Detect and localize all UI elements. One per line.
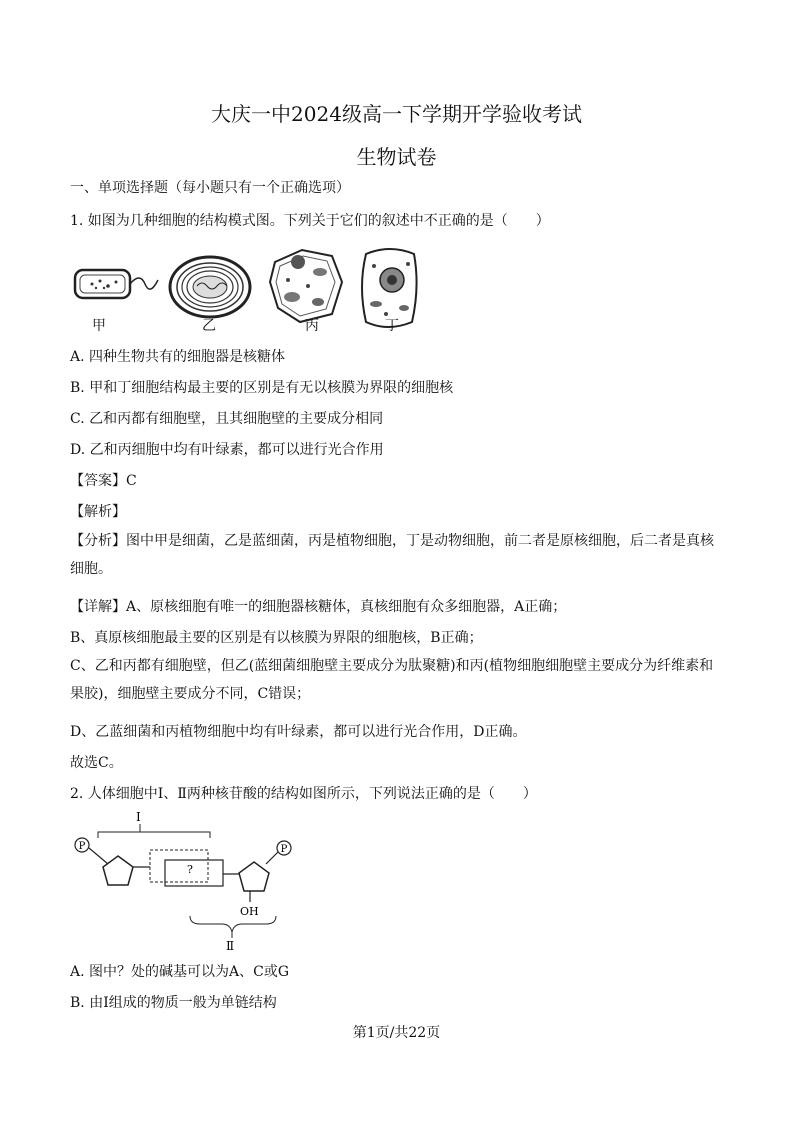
q1-option-d: D. 乙和丙细胞中均有叶绿素，都可以进行光合作用	[70, 442, 384, 458]
q1-fenxi	[70, 527, 725, 583]
phosphate-right-label: P	[280, 844, 288, 855]
q2-figure	[70, 812, 310, 952]
q1-stem: 1. 如图为几种细胞的结构模式图。下列关于它们的叙述中不正确的是（ ）	[70, 213, 550, 229]
pentose-right	[239, 862, 269, 891]
cyanobacterium-drawing	[170, 257, 250, 317]
label-yi: 乙	[202, 318, 216, 334]
exam-subject: 生物试卷	[356, 145, 437, 169]
q1-detail-c: C、乙和丙都有细胞壁，但乙(蓝细菌细胞壁主要成分为肽聚糖)和丙(植物细胞细胞壁主要成分为纤维素和果胶)，细胞壁主要成分不同，C错误；	[70, 658, 714, 702]
q1-option-c: C. 乙和丙都有细胞壁，且其细胞壁的主要成分相同	[70, 411, 384, 427]
hydroxyl-label: OH	[240, 905, 259, 918]
q1-option-a: A. 四种生物共有的细胞器是核糖体	[70, 349, 286, 365]
q1-figure	[70, 242, 430, 337]
plant-cell-drawing	[270, 250, 342, 322]
q1-option-b: B. 甲和丁细胞结构最主要的区别是有无以核膜为界限的细胞核	[70, 380, 454, 396]
page-number: 第1页/共22页	[352, 1025, 441, 1041]
exam-title: 大庆一中2024级高一下学期开学验收考试	[211, 102, 582, 126]
q1-xiangjie	[70, 596, 566, 616]
cell-diagrams	[70, 242, 430, 337]
q2-option-a: A. 图中？处的碱基可以为A、C或G	[70, 964, 290, 980]
section-heading: 一、单项选择题（每小题只有一个正确选项）	[70, 180, 350, 196]
pentose-left	[103, 856, 133, 885]
phosphate-left-label: P	[78, 841, 86, 852]
dashed-box	[150, 850, 208, 882]
base-unknown-label: ?	[187, 863, 193, 876]
label-jia: 甲	[92, 318, 106, 334]
bacterium-drawing	[75, 270, 158, 298]
analysis-tag: 【解析】	[70, 504, 126, 520]
xiangjie-tag: 【详解】	[70, 599, 126, 615]
q2-option-b: B. 由Ⅰ组成的物质一般为单链结构	[70, 995, 277, 1011]
q1-conclusion: 故选C。	[70, 755, 123, 771]
fenxi-tag: 【分析】	[70, 533, 126, 549]
q1-detail-d: D、乙蓝细菌和丙植物细胞中均有叶绿素，都可以进行光合作用，D正确。	[70, 724, 527, 740]
bracket-ii-label: Ⅱ	[226, 939, 235, 952]
q2-stem: 2. 人体细胞中Ⅰ、Ⅱ两种核苷酸的结构如图所示，下列说法正确的是（ ）	[70, 786, 537, 802]
fenxi-text: 图中甲是细菌，乙是蓝细菌，丙是植物细胞，丁是动物细胞，前二者是原核细胞，后二者是真核细胞。	[70, 533, 714, 577]
answer-value: C	[126, 473, 137, 489]
q1-answer	[70, 470, 137, 490]
q1-detail-b: B、真原核细胞最主要的区别是有以核膜为界限的细胞核，B正确；	[70, 630, 483, 646]
label-bing: 丙	[305, 318, 319, 334]
nucleotide-diagram	[70, 812, 310, 952]
answer-tag: 【答案】	[70, 473, 126, 489]
base-box	[165, 860, 223, 886]
xiangjie-text: A、原核细胞有唯一的细胞器核糖体，真核细胞有众多细胞器，A正确；	[126, 599, 567, 615]
label-ding: 丁	[385, 318, 399, 334]
bracket-i-label: Ⅰ	[136, 812, 141, 824]
